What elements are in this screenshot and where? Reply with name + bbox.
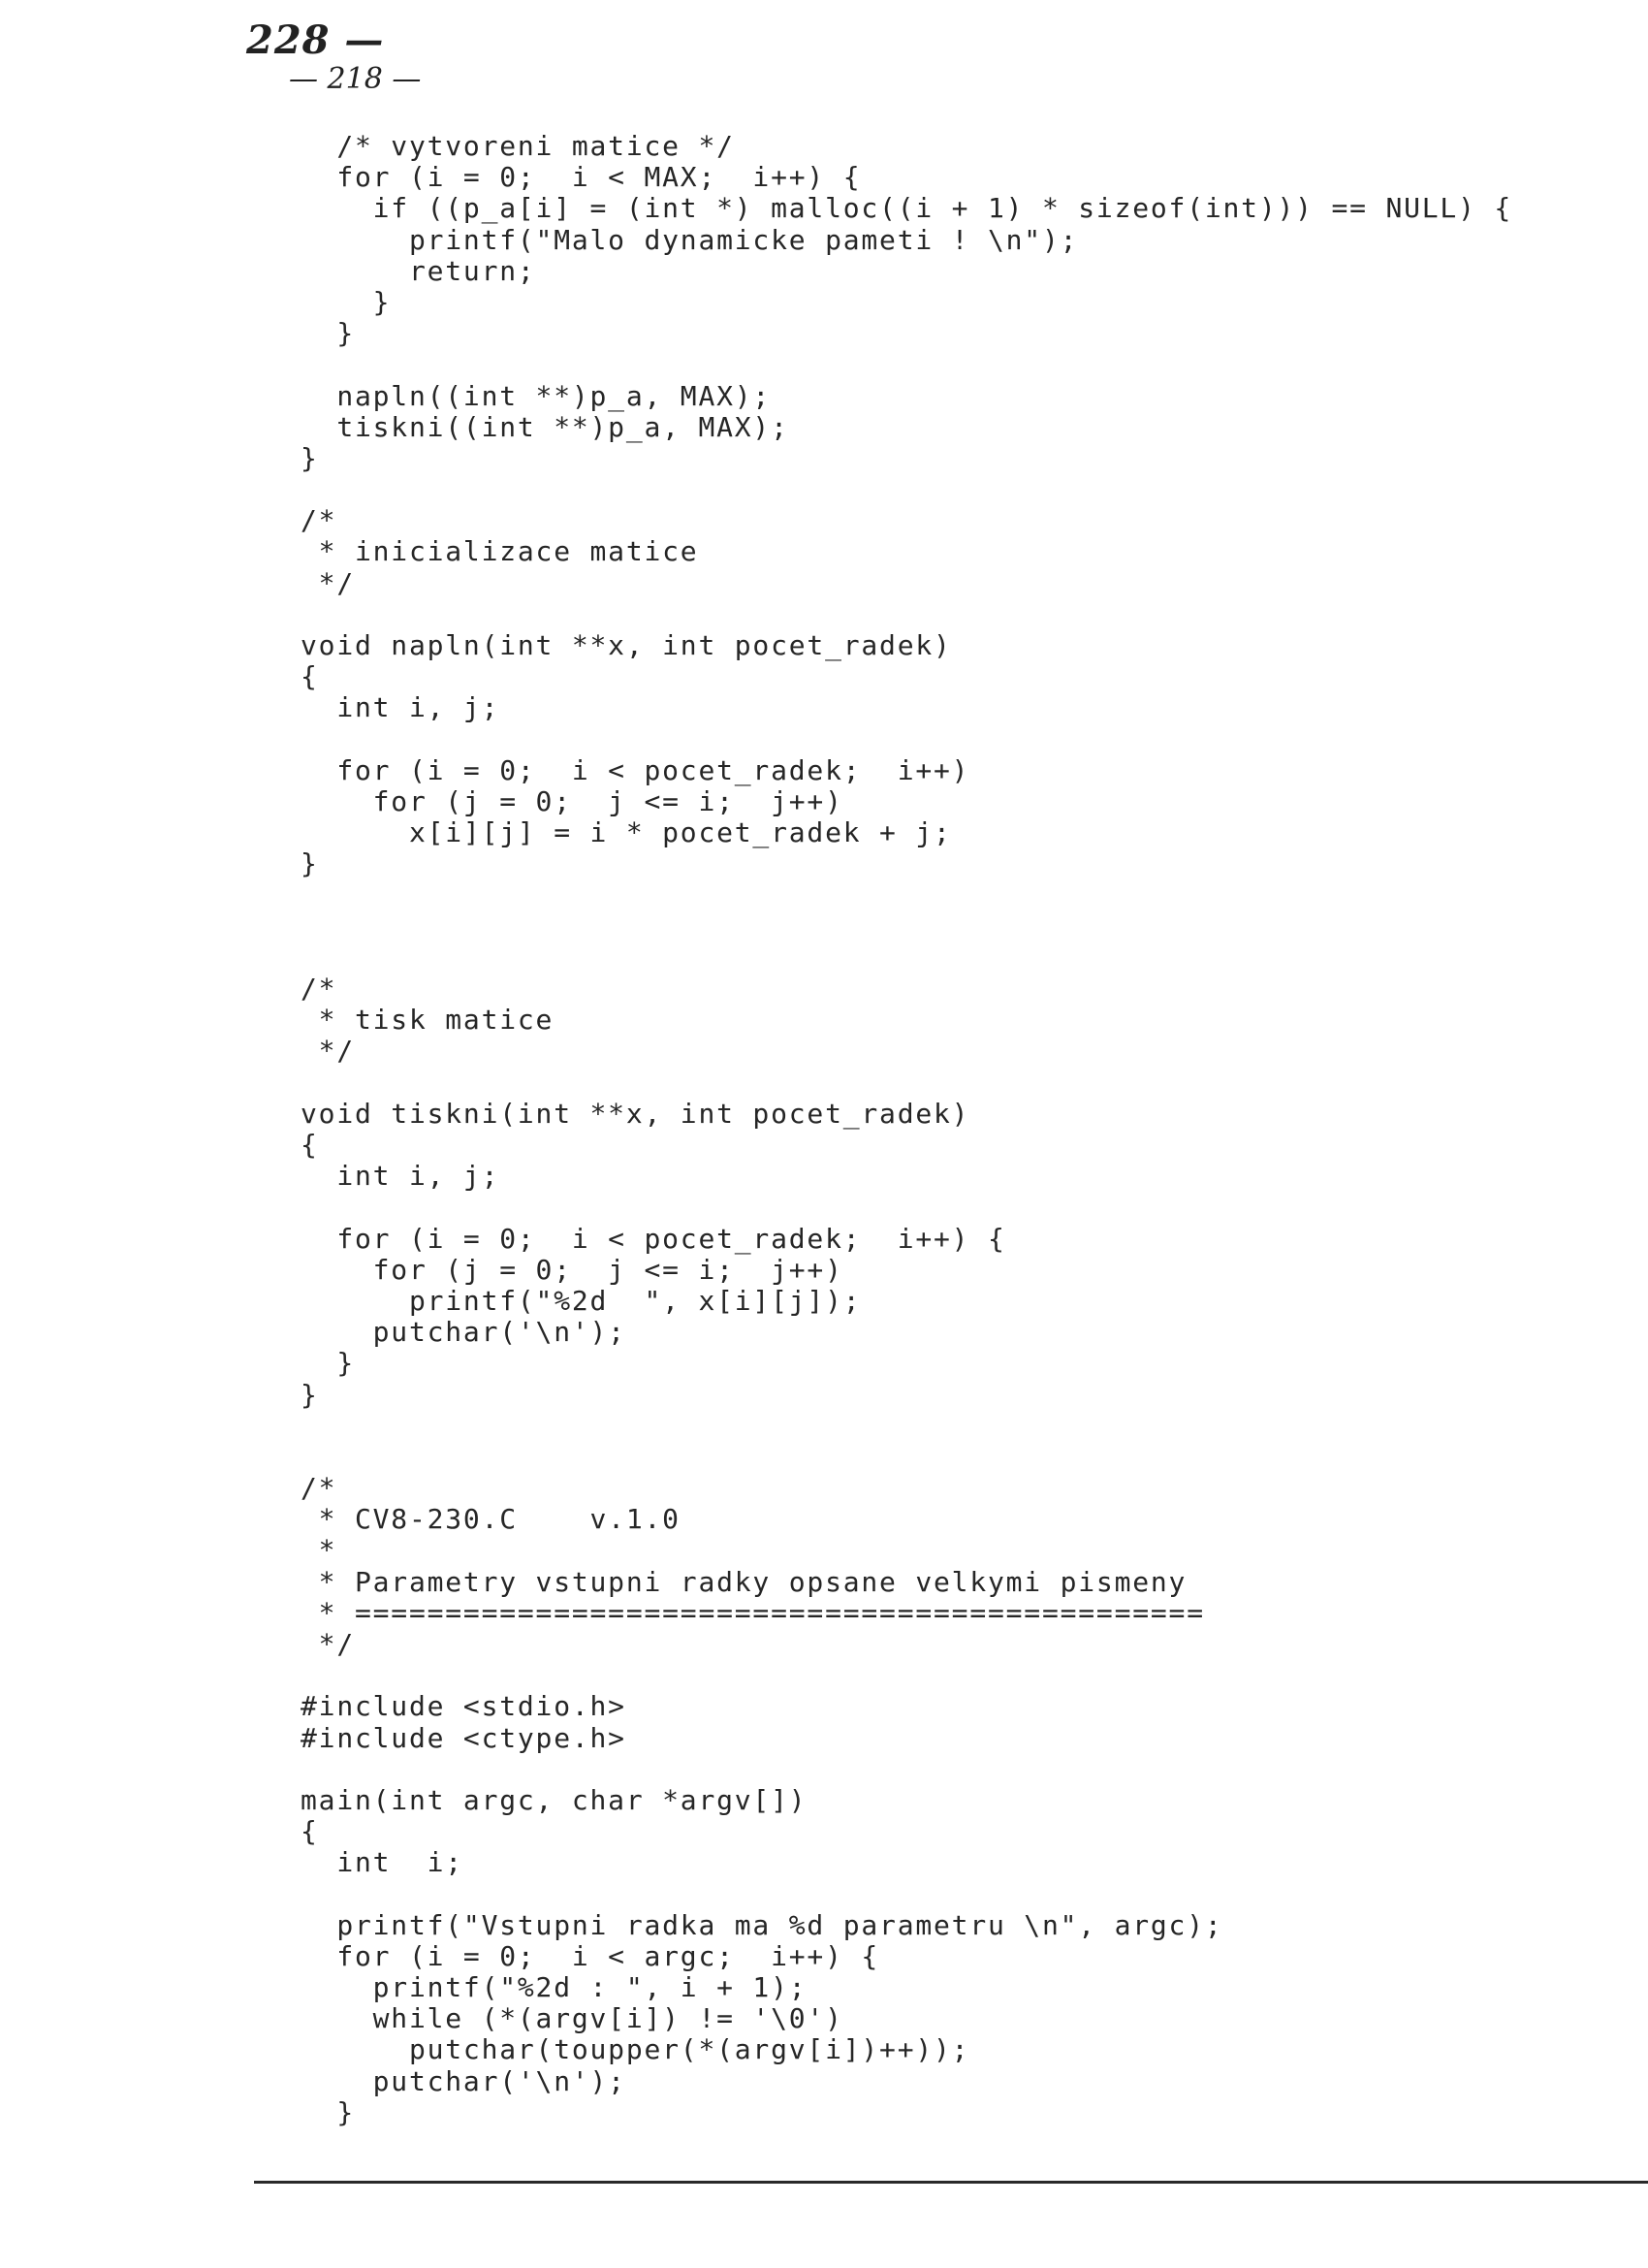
bottom-rule-divider	[254, 2181, 1648, 2184]
code-line: #include <stdio.h>	[301, 1690, 626, 1723]
code-line	[301, 1879, 1619, 1910]
code-line	[301, 1192, 1619, 1223]
code-line: }	[301, 317, 355, 350]
code-line: void tiskni(int **x, int pocet_radek)	[301, 1097, 970, 1130]
code-line: * tisk matice	[301, 1004, 555, 1037]
code-line: }	[301, 1347, 355, 1380]
code-line: * Parametry vstupni radky opsane velkymi pismeny	[301, 1565, 1188, 1598]
code-line: putchar(toupper(*(argv[i])++));	[301, 2033, 970, 2066]
code-line	[301, 724, 1619, 755]
code-line: }	[301, 847, 319, 880]
code-line: for (i = 0; i < pocet_radek; i++)	[301, 753, 970, 786]
code-line: for (i = 0; i < MAX; i++) {	[301, 161, 862, 194]
code-line: {	[301, 1129, 319, 1161]
code-line: void napln(int **x, int pocet_radek)	[301, 629, 952, 661]
code-line: if ((p_a[i] = (int *) malloc((i + 1) * sizeof(int))) == NULL) {	[301, 192, 1513, 225]
code-line: }	[301, 285, 392, 318]
code-line: #include <ctype.h>	[301, 1721, 626, 1754]
code-line: }	[301, 2095, 355, 2128]
code-line	[301, 474, 1619, 505]
code-line: putchar('\n');	[301, 2064, 626, 2097]
code-line: * inicializace matice	[301, 535, 699, 568]
code-line: x[i][j] = i * pocet_radek + j;	[301, 816, 952, 849]
code-listing	[301, 131, 1619, 2128]
code-line: putchar('\n');	[301, 1316, 626, 1349]
code-line: {	[301, 660, 319, 693]
code-line: /* vytvoreni matice */	[301, 130, 735, 162]
code-line: /*	[301, 1472, 337, 1505]
code-line	[301, 1068, 1619, 1099]
code-line: */	[301, 566, 355, 599]
code-line: for (i = 0; i < pocet_radek; i++) {	[301, 1222, 1006, 1255]
code-line: int i;	[301, 1846, 463, 1879]
printed-page-number: — 218 —	[289, 62, 422, 96]
code-line: printf("%2d ", x[i][j]);	[301, 1284, 862, 1317]
code-line: /*	[301, 973, 337, 1006]
code-line: */	[301, 1628, 355, 1660]
code-line: tiskni((int **)p_a, MAX);	[301, 410, 789, 443]
code-line: printf("%2d : ", i + 1);	[301, 1971, 808, 2004]
code-line: *	[301, 1534, 337, 1567]
handwritten-page-number: 228 —	[246, 17, 385, 63]
code-line: napln((int **)p_a, MAX);	[301, 379, 772, 412]
code-line: int i, j;	[301, 691, 500, 724]
code-line: }	[301, 441, 319, 474]
code-line	[301, 599, 1619, 630]
code-line: while (*(argv[i]) != '\0')	[301, 2002, 843, 2035]
code-line	[301, 1442, 1619, 1473]
code-line	[301, 1660, 1619, 1691]
code-line	[301, 880, 1619, 911]
code-line: {	[301, 1815, 319, 1848]
code-line: for (j = 0; j <= i; j++)	[301, 784, 843, 817]
code-line: int i, j;	[301, 1160, 500, 1193]
code-line: * CV8-230.C v.1.0	[301, 1503, 681, 1536]
code-line: * ===============================================	[301, 1596, 1205, 1629]
code-line	[301, 1754, 1619, 1785]
code-line: for (i = 0; i < argc; i++) {	[301, 1939, 880, 1972]
code-line: printf("Vstupni radka ma %d parametru \n", argc);	[301, 1908, 1223, 1941]
code-line	[301, 942, 1619, 974]
code-line: }	[301, 1378, 319, 1411]
code-line	[301, 1411, 1619, 1442]
code-line: printf("Malo dynamicke pameti ! \n");	[301, 223, 1079, 256]
code-line	[301, 911, 1619, 942]
code-line: main(int argc, char *argv[])	[301, 1783, 808, 1816]
code-line: for (j = 0; j <= i; j++)	[301, 1253, 843, 1286]
code-line: return;	[301, 254, 536, 287]
code-line	[301, 349, 1619, 380]
code-line: */	[301, 1035, 355, 1068]
code-line: /*	[301, 504, 337, 537]
